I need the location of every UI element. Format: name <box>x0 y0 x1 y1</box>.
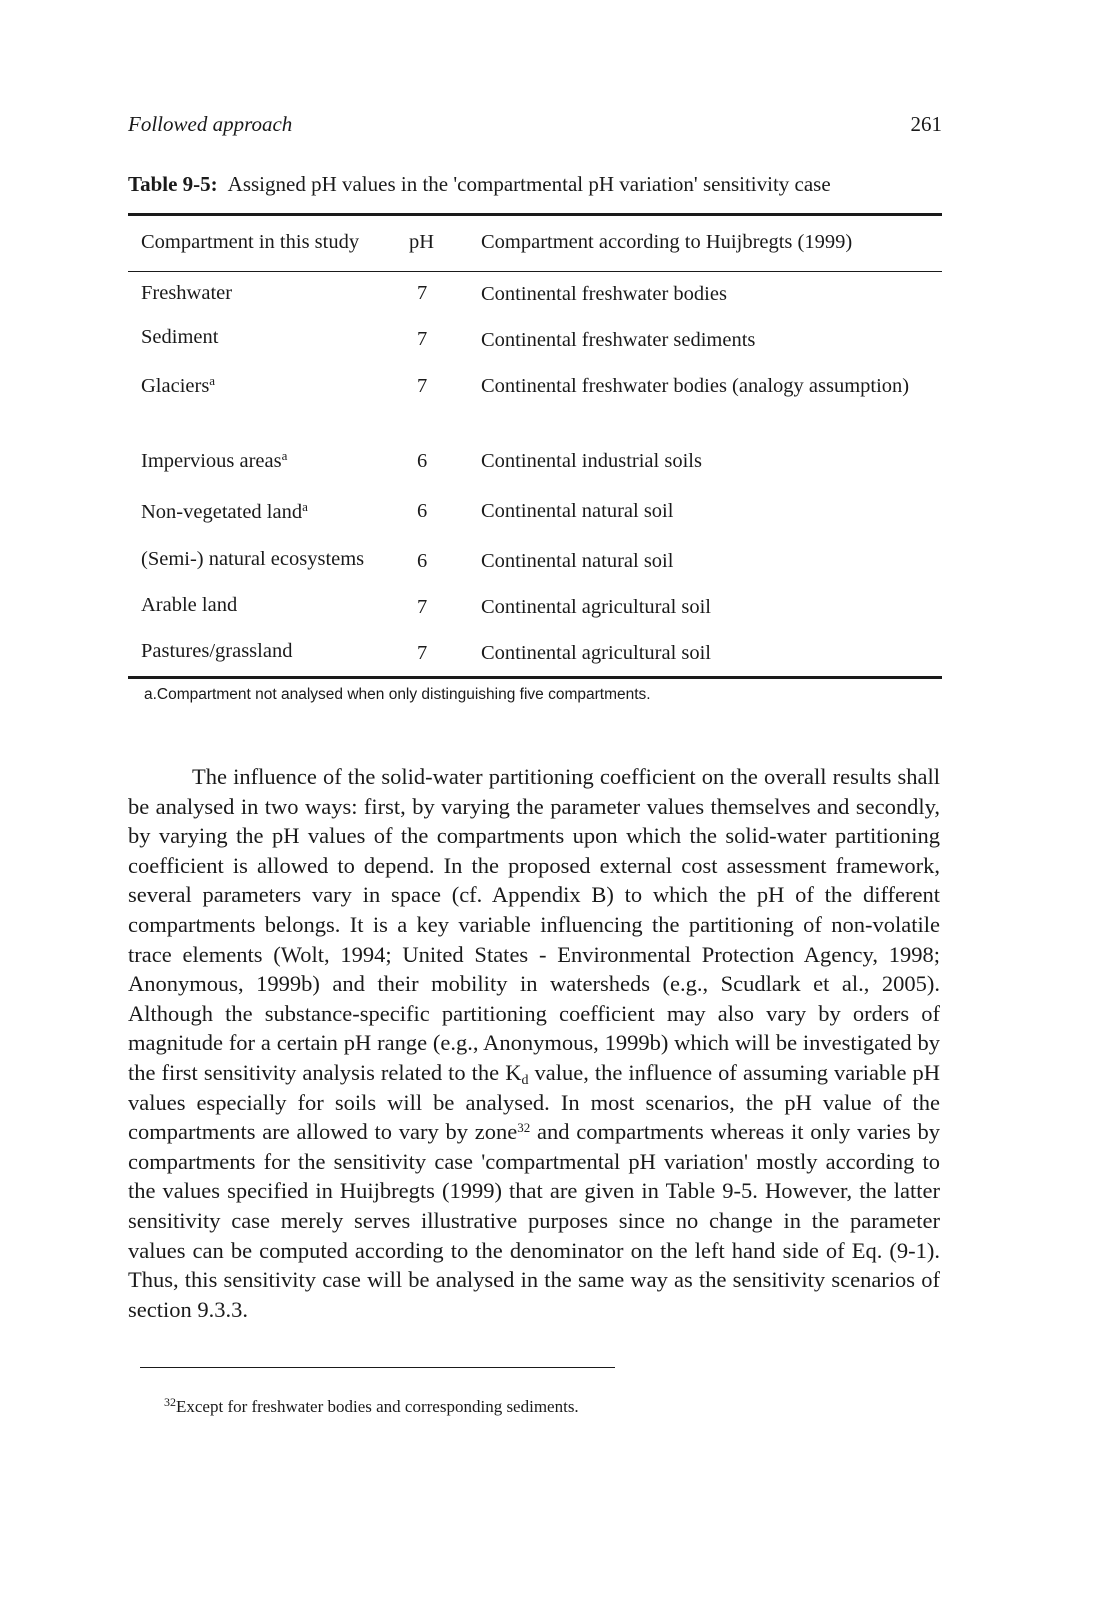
table-caption-text: Assigned pH values in the 'compartmental pH variation' sensitivity case <box>227 172 831 196</box>
table-footnote: a.Compartment not analysed when only distinguishing five compartments. <box>144 686 651 703</box>
table-header-rule <box>128 271 942 272</box>
cell-ph: 6 <box>417 450 428 472</box>
cell-compartment: Impervious areas$^a$ <box>141 448 288 472</box>
body-paragraph: The influence of the solid-water partitioning coefficient on the overall results shall be analysed in two ways: first, by varying the parameter values themselves and secondly, by varying the pH values of the compartments upon which the solid-water partitioning coefficient is allowed to depend. In the proposed external cost assessment framework, several parameters vary in space (cf. Appendix B) to which the pH of the different compartments belongs. It is a key variable influencing the partitioning of non-volatile trace elements (Wolt, 1994; United States - Environmental Protection Agency, 1998; Anonymous, 1999b) and their mobility in watersheds (e.g., Scudlark et al., 2005). Although the substance-specific partitioning coefficient may also vary by orders of magnitude for a certain pH range (e.g., Anonymous, 1999b) which will be investigated by the first sensitivity analysis related to the $K_d$ value, the influence of assuming variable pH values especially for soils will be analysed. In most scenarios, the pH value of the compartments are allowed to vary by zone$^{32}$ and compartments whereas it only varies by compartments for the sensitivity case 'compartmental pH variation' mostly according to the values specified in Huijbregts (1999) that are given in Table 9-5. However, the latter sensitivity case merely serves illustrative purposes since no change in the parameter values can be computed according to the denominator on the left hand side of Eq. (9-1). Thus, this sensitivity case will be analysed in the same way as the sensitivity scenarios of section 9.3.3. <box>128 764 941 1322</box>
page-footnote <box>164 1395 579 1417</box>
cell-compartment: Pastures/grassland <box>141 640 293 662</box>
table-caption <box>128 172 942 197</box>
page-number: 261 <box>910 112 942 136</box>
table-caption-label: Table 9-5: <box>128 172 218 196</box>
cell-compartment: (Semi-) natural ecosystems <box>141 548 365 570</box>
footnote-rule <box>140 1367 615 1368</box>
cell-huijbregts: Continental natural soil <box>481 550 674 572</box>
cell-huijbregts: Continental freshwater bodies (analogy assumption) <box>481 375 910 397</box>
footnote-text: Except for freshwater bodies and corresponding sediments. <box>176 1397 579 1416</box>
page-header <box>128 112 942 137</box>
cell-ph: 7 <box>417 596 428 618</box>
cell-huijbregts: Continental agricultural soil <box>481 642 712 664</box>
cell-compartment: Sediment <box>141 326 219 348</box>
cell-huijbregts: Continental natural soil <box>481 500 674 522</box>
kd-subscript: d <box>521 1072 529 1088</box>
cell-compartment: Non-vegetated land$^a$ <box>141 499 308 523</box>
cell-ph: 7 <box>417 642 428 664</box>
footnote-number: 32 <box>164 1395 176 1409</box>
cell-compartment: Arable land <box>141 594 238 616</box>
table-header-compartment: Compartment in this study <box>141 231 360 253</box>
cell-compartment: Glaciers$^a$ <box>141 373 216 397</box>
table-header-huijbregts: Compartment according to Huijbregts (1999) <box>481 231 853 253</box>
cell-ph: 7 <box>417 375 428 397</box>
table-note-marker: a <box>302 499 308 514</box>
footnote-reference: 32 <box>517 1120 531 1136</box>
cell-ph: 7 <box>417 282 428 304</box>
table-bottom-rule <box>128 676 942 679</box>
cell-ph: 6 <box>417 550 428 572</box>
table-header-ph: pH <box>409 231 435 253</box>
cell-huijbregts: Continental industrial soils <box>481 450 702 472</box>
cell-huijbregts: Continental freshwater sediments <box>481 329 756 351</box>
cell-huijbregts: Continental freshwater bodies <box>481 283 727 305</box>
cell-ph: 7 <box>417 328 428 350</box>
cell-ph: 6 <box>417 500 428 522</box>
table-top-rule <box>128 213 942 216</box>
cell-compartment: Freshwater <box>141 282 233 304</box>
table-note-marker: a <box>209 373 216 388</box>
cell-huijbregts: Continental agricultural soil <box>481 596 712 618</box>
running-title: Followed approach <box>128 112 293 136</box>
table-note-marker: a <box>281 448 288 463</box>
